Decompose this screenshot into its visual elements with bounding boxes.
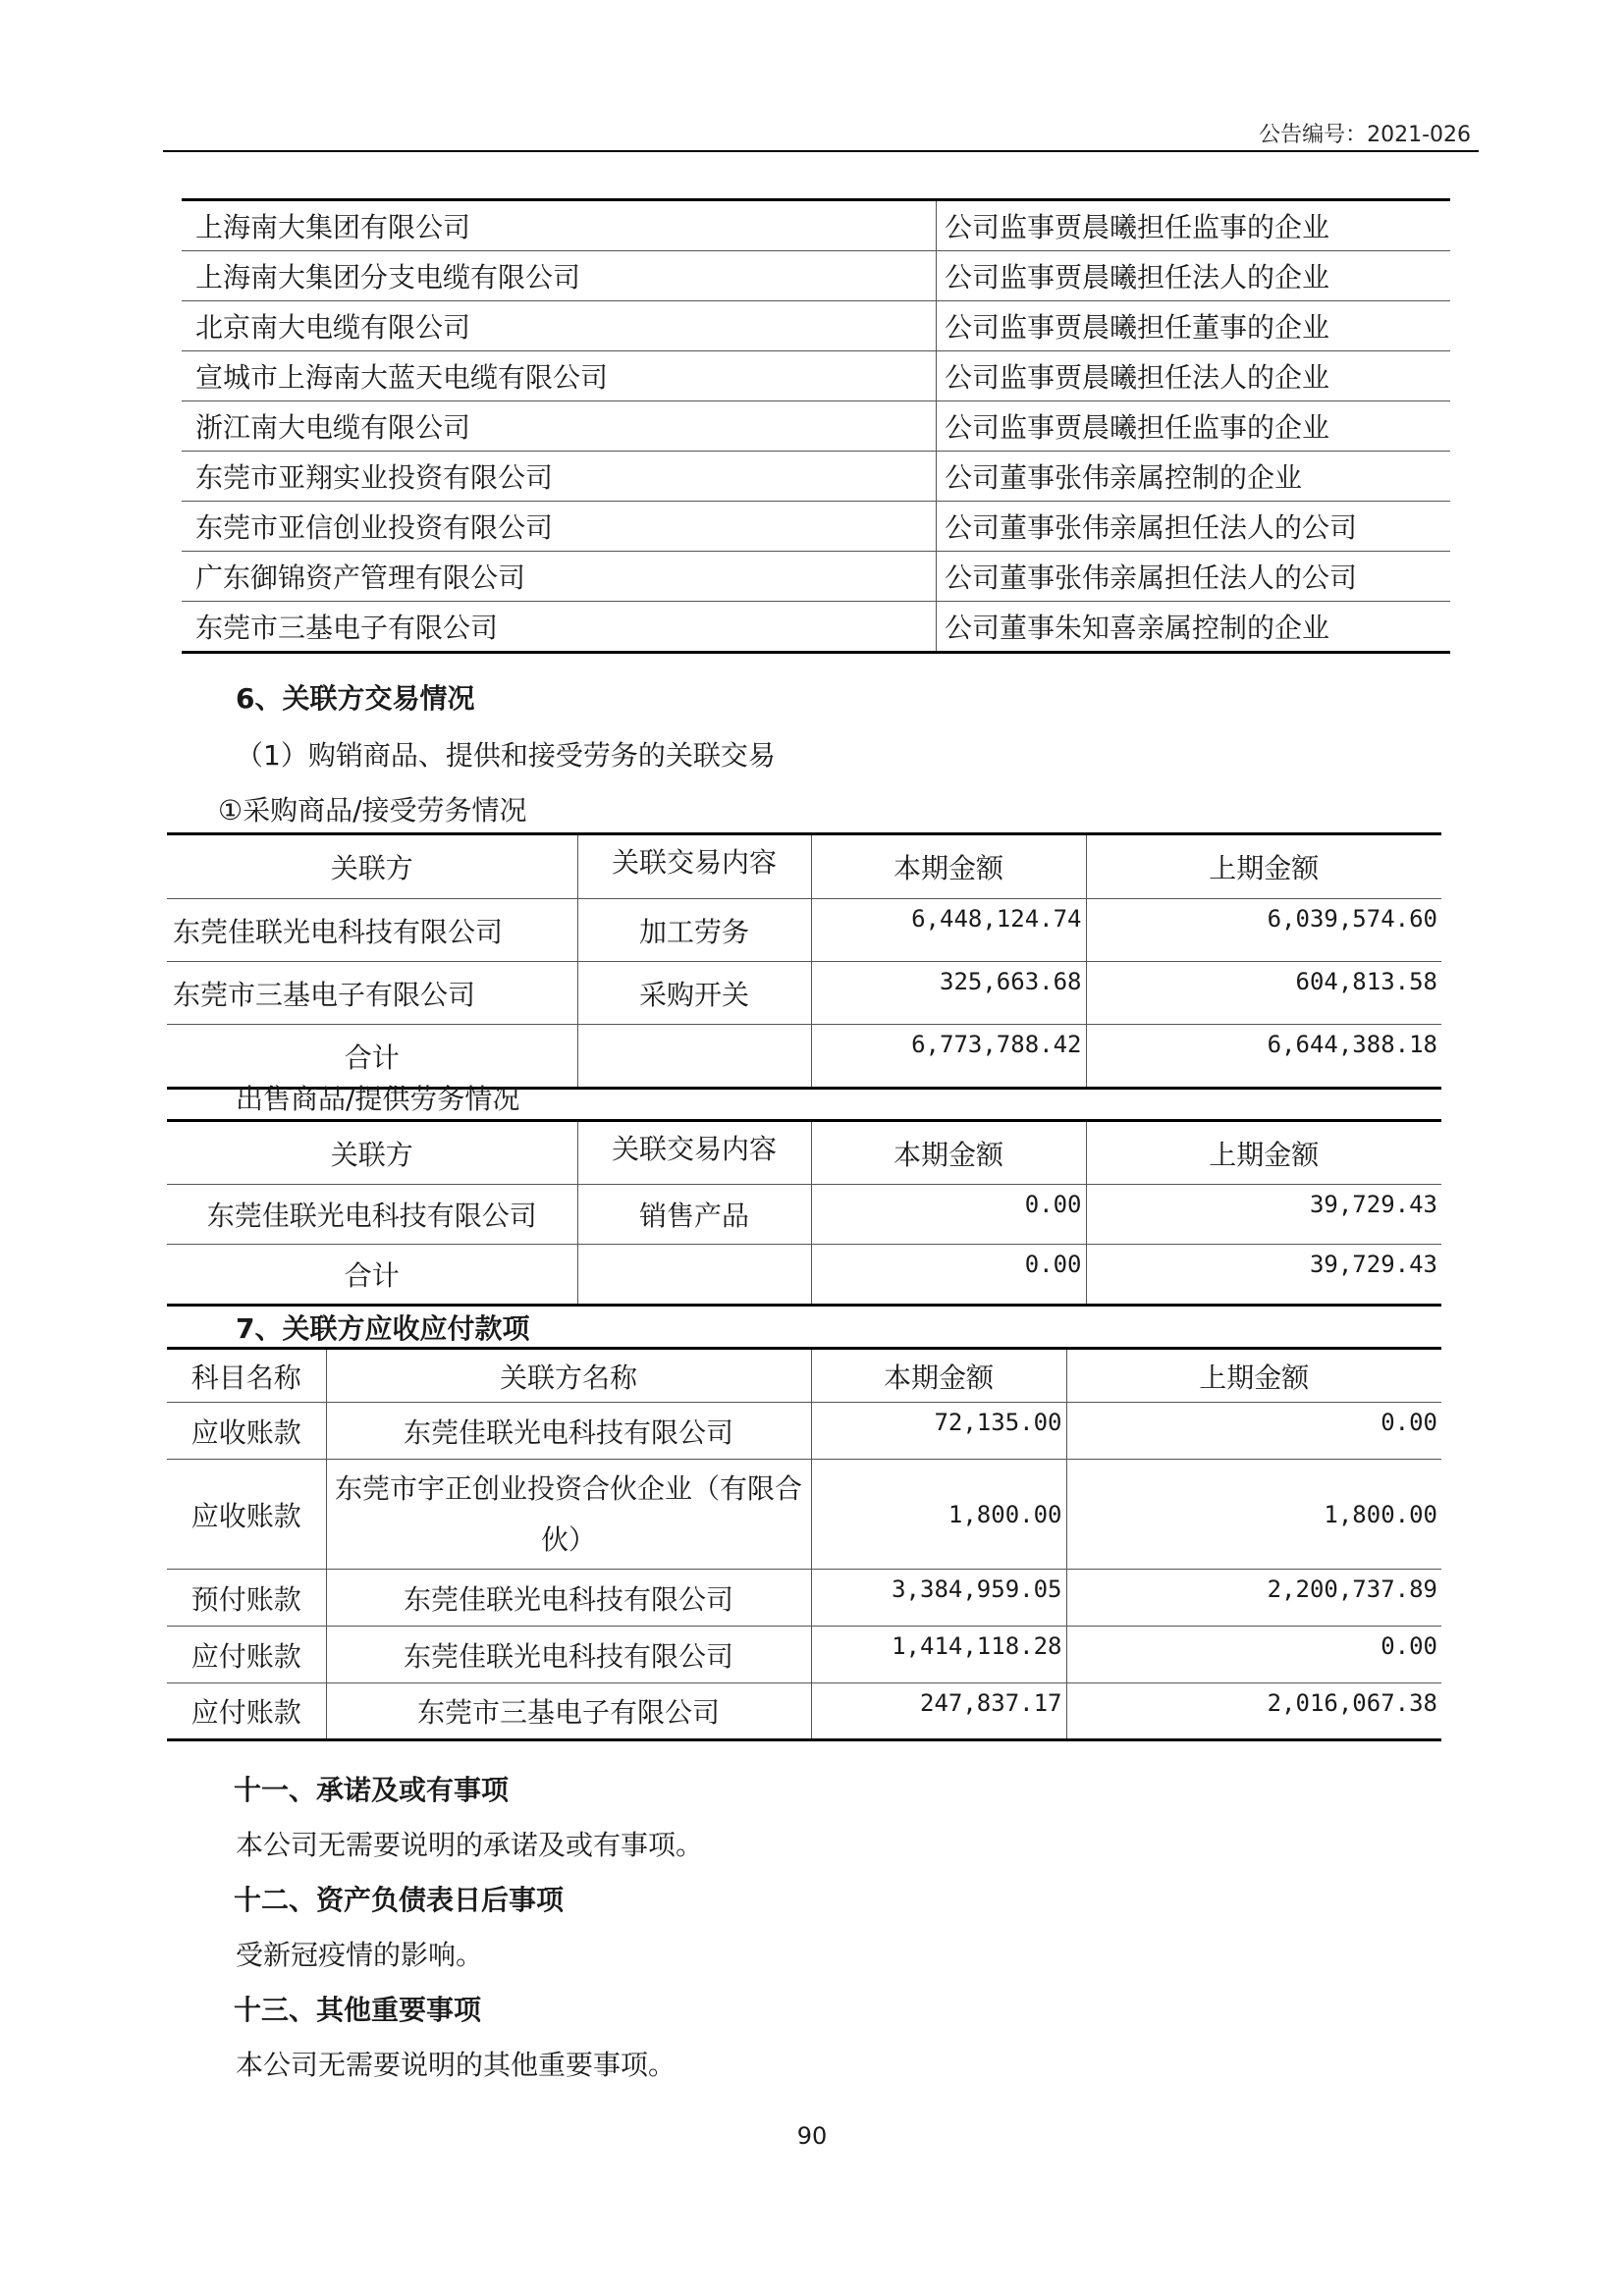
table-header-row <box>167 1349 1441 1403</box>
table-row <box>167 899 1441 962</box>
prior-amount: 2,200,737.89 <box>1066 1570 1441 1627</box>
prior-amount: 2,016,067.38 <box>1066 1683 1441 1740</box>
content-cell <box>577 1025 811 1089</box>
col-header: 本期金额 <box>811 834 1086 899</box>
party-cell: 东莞佳联光电科技有限公司 <box>326 1570 811 1627</box>
col-header: 关联交易内容 <box>577 1121 811 1185</box>
party-cell: 东莞佳联光电科技有限公司 <box>326 1627 811 1683</box>
current-amount: 3,384,959.05 <box>811 1570 1066 1627</box>
table-row <box>167 1460 1441 1570</box>
col-header: 本期金额 <box>811 1349 1066 1403</box>
section-11-text: 本公司无需要说明的承诺及或有事项。 <box>236 1829 704 1861</box>
prior-amount: 1,800.00 <box>1066 1460 1441 1570</box>
total-label: 合计 <box>167 1025 577 1089</box>
related-parties-table <box>182 198 1450 654</box>
account-cell: 应付账款 <box>167 1627 326 1683</box>
table-row <box>182 502 1450 552</box>
prior-amount: 0.00 <box>1066 1627 1441 1683</box>
col-header: 本期金额 <box>811 1121 1086 1185</box>
section-12-text: 受新冠疫情的影响。 <box>236 1939 484 1971</box>
sales-table <box>167 1119 1441 1307</box>
party-cell: 东莞佳联光电科技有限公司 <box>326 1403 811 1460</box>
page-number: 90 <box>796 2122 828 2150</box>
col-header: 科目名称 <box>167 1349 326 1403</box>
table-row <box>167 1403 1441 1460</box>
current-amount: 1,800.00 <box>811 1460 1066 1570</box>
col-header: 关联方 <box>167 1121 577 1185</box>
section-6-sub-heading: （1）购销商品、提供和接受劳务的关联交易 <box>236 739 776 772</box>
section-6-heading: 6、关联方交易情况 <box>236 682 475 715</box>
section-12-heading: 十二、资产负债表日后事项 <box>234 1884 565 1916</box>
party-relation: 公司监事贾晨曦担任董事的企业 <box>937 301 1451 351</box>
party-cell: 东莞市三基电子有限公司 <box>167 962 577 1025</box>
party-name: 东莞市亚信创业投资有限公司 <box>182 502 937 552</box>
section-7-heading: 7、关联方应收应付款项 <box>236 1312 530 1345</box>
table-header-row <box>167 834 1441 899</box>
prior-amount: 39,729.43 <box>1086 1185 1441 1245</box>
current-amount: 247,837.17 <box>811 1683 1066 1740</box>
party-relation: 公司董事朱知喜亲属控制的企业 <box>937 602 1451 653</box>
current-amount: 6,448,124.74 <box>811 899 1086 962</box>
party-name: 上海南大集团分支电缆有限公司 <box>182 251 937 301</box>
content-cell: 销售产品 <box>577 1185 811 1245</box>
table-row <box>167 1570 1441 1627</box>
section-13-heading: 十三、其他重要事项 <box>234 1994 482 2026</box>
party-relation: 公司董事张伟亲属担任法人的公司 <box>937 502 1451 552</box>
sales-caption: 出售商品/提供劳务情况 <box>236 1083 520 1115</box>
section-11-heading: 十一、承诺及或有事项 <box>234 1774 510 1806</box>
section-13-text: 本公司无需要说明的其他重要事项。 <box>236 2049 677 2081</box>
party-relation: 公司监事贾晨曦担任监事的企业 <box>937 401 1451 452</box>
party-relation: 公司董事张伟亲属控制的企业 <box>937 452 1451 502</box>
col-header: 上期金额 <box>1199 1361 1310 1394</box>
current-amount: 325,663.68 <box>811 962 1086 1025</box>
table-row <box>167 1185 1441 1245</box>
purchase-caption: ①采购商品/接受劳务情况 <box>218 794 527 827</box>
prior-amount: 6,039,574.60 <box>1086 899 1441 962</box>
party-name: 上海南大集团有限公司 <box>182 200 937 251</box>
prior-amount: 0.00 <box>1066 1403 1441 1460</box>
current-amount: 6,773,788.42 <box>811 1025 1086 1089</box>
table-row <box>182 401 1450 452</box>
party-cell: 东莞市三基电子有限公司 <box>326 1683 811 1740</box>
col-header: 关联方 <box>167 834 577 899</box>
table-total-row <box>167 1245 1441 1306</box>
content-cell <box>577 1245 811 1306</box>
receivables-payables-table <box>167 1347 1441 1741</box>
announcement-number: 公告编号：2021-026 <box>1259 123 1471 147</box>
total-label: 合计 <box>167 1245 577 1306</box>
table-row <box>182 552 1450 602</box>
col-header: 关联交易内容 <box>577 834 811 899</box>
table-row <box>167 1683 1441 1740</box>
party-cell: 东莞佳联光电科技有限公司 <box>167 1185 577 1245</box>
header-rule <box>163 150 1479 152</box>
party-name: 北京南大电缆有限公司 <box>182 301 937 351</box>
prior-amount: 39,729.43 <box>1086 1245 1441 1306</box>
table-row <box>167 1627 1441 1683</box>
content-cell: 采购开关 <box>577 962 811 1025</box>
table-header-row <box>167 1121 1441 1185</box>
party-relation: 公司监事贾晨曦担任监事的企业 <box>945 211 1330 243</box>
current-amount: 0.00 <box>811 1185 1086 1245</box>
account-cell: 应收账款 <box>167 1460 326 1570</box>
party-cell: 东莞市宇正创业投资合伙企业（有限合伙） <box>326 1460 811 1570</box>
table-row <box>182 602 1450 653</box>
prior-amount: 6,644,388.18 <box>1086 1025 1441 1089</box>
party-name: 东莞市三基电子有限公司 <box>182 602 937 653</box>
party-cell: 东莞佳联光电科技有限公司 <box>167 899 577 962</box>
col-header: 上期金额 <box>1209 1138 1320 1171</box>
current-amount: 72,135.00 <box>811 1403 1066 1460</box>
prior-amount: 604,813.58 <box>1086 962 1441 1025</box>
table-row <box>182 200 1450 251</box>
party-relation: 公司董事张伟亲属担任法人的公司 <box>937 552 1451 602</box>
party-name: 浙江南大电缆有限公司 <box>182 401 937 452</box>
content-cell: 加工劳务 <box>577 899 811 962</box>
col-header: 上期金额 <box>1209 852 1320 884</box>
party-name: 东莞市亚翔实业投资有限公司 <box>182 452 937 502</box>
table-row <box>182 251 1450 301</box>
party-name: 广东御锦资产管理有限公司 <box>182 552 937 602</box>
account-cell: 预付账款 <box>167 1570 326 1627</box>
party-relation: 公司监事贾晨曦担任法人的企业 <box>937 351 1451 401</box>
current-amount: 1,414,118.28 <box>811 1627 1066 1683</box>
party-relation: 公司监事贾晨曦担任法人的企业 <box>937 251 1451 301</box>
account-cell: 应收账款 <box>167 1403 326 1460</box>
col-header: 关联方名称 <box>326 1349 811 1403</box>
table-row <box>182 452 1450 502</box>
party-name: 宣城市上海南大蓝天电缆有限公司 <box>182 351 937 401</box>
current-amount: 0.00 <box>811 1245 1086 1306</box>
table-row <box>182 351 1450 401</box>
purchase-table <box>167 832 1441 1090</box>
table-row <box>182 301 1450 351</box>
account-cell: 应付账款 <box>167 1683 326 1740</box>
table-row <box>167 962 1441 1025</box>
